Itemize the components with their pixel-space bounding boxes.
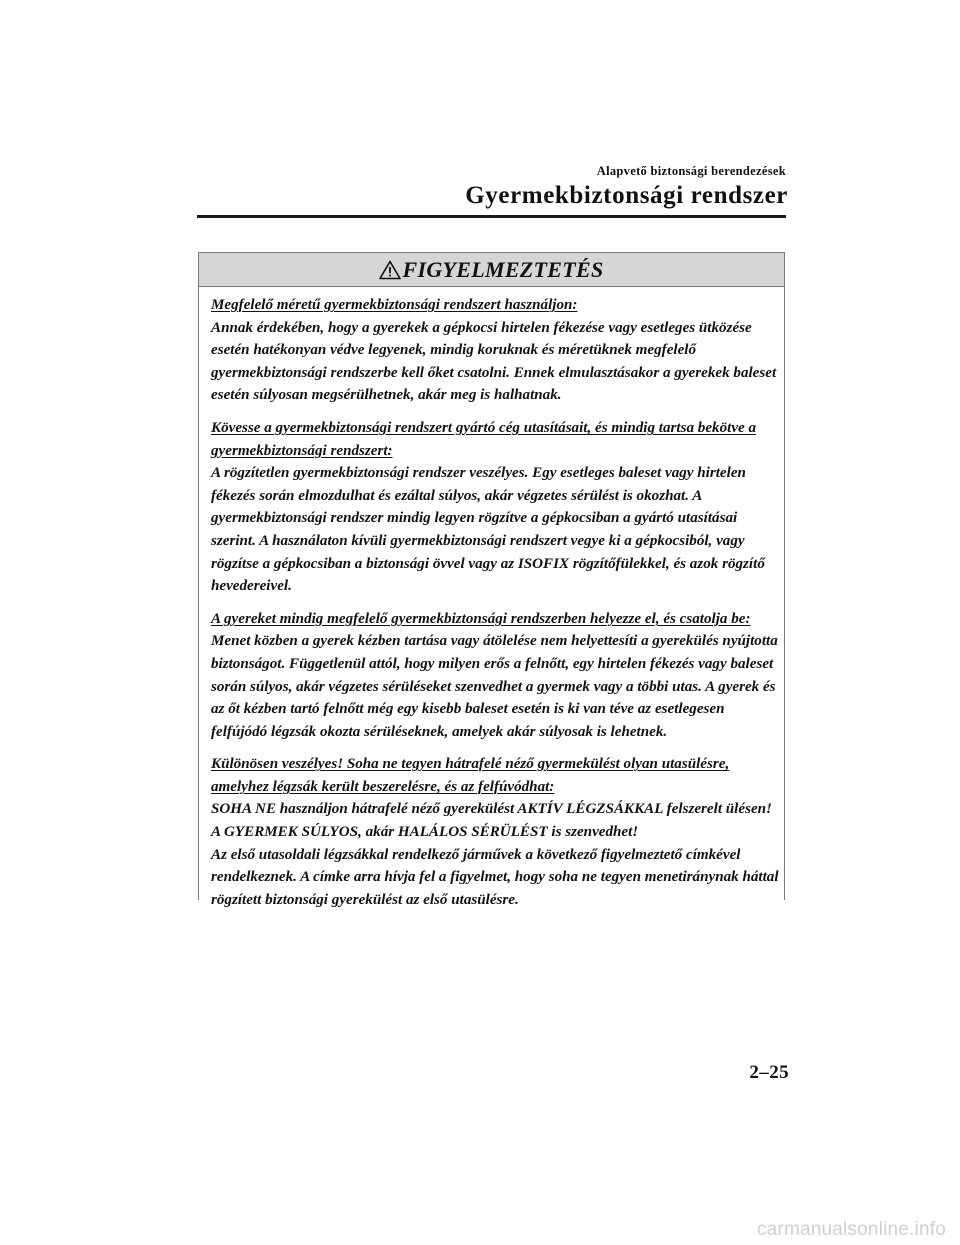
page-number: 2–25 [749, 1062, 789, 1083]
page-title: Gyermekbiztonsági rendszer [465, 182, 788, 209]
section-text: SOHA NE használjon hátrafelé néző gyerekülést AKTÍV LÉGZSÁKKAL felszerelt ülésen! A GYERMEK SÚLYOS, akár HALÁLOS SÉRÜLÉST is szenvedhet! [211, 801, 772, 841]
warning-title: FIGYELMEZTETÉS [402, 256, 604, 282]
warning-box [198, 252, 785, 908]
warning-triangle-icon [379, 260, 401, 280]
warning-section [211, 753, 783, 911]
section-text: A rögzítetlen gyermekbiztonsági rendszer veszélyes. Egy esetleges baleset vagy hirtelen fékezés során elmozdulhat és ezáltal súlyos, akár végzetes sérülést is okozhat. A gyermekbiztonsági rendszer mindig legyen rögzítve a gépkocsiban a gyártó utasításai szerint. A használaton kívüli gyermekbiztonsági rendszert vegye ki a gépkocsiból, vagy rögzítse a gépkocsiban a biztonsági övvel vagy az ISOFIX rögzítőfülekkel, és azok rögzítő hevedereivel. [211, 465, 765, 595]
header-divider [197, 215, 786, 218]
section-text: Menet közben a gyerek kézben tartása vagy átölelése nem helyettesíti a gyerekülés nyújtotta biztonságot. Függetlenül attól, hogy milyen erős a felnőtt, egy hirtelen fékezés vagy baleset során súlyos, akár végzetes sérüléseket szenvedhet a gyermek vagy a többi utas. A gyerek és az őt kézben tartó felnőtt még egy kisebb baleset esetén is ki van téve az esetlegesen felfújódó légzsák okozta sérüléseknek, amelyek akár súlyosak is lehetnek. [211, 633, 778, 740]
warning-section [211, 608, 783, 744]
warning-body [211, 294, 783, 921]
section-heading: Kövesse a gyermekbiztonsági rendszert gyártó cég utasításait, és mindig tartsa bekötve a gyermekbiztonsági rendszert: [211, 419, 757, 459]
warning-section [211, 417, 783, 598]
section-subtitle: Alapvető biztonsági berendezések [596, 164, 786, 178]
section-heading: Különösen veszélyes! Soha ne tegyen hátrafelé néző gyermekülést olyan utasülésre, amelyhez légzsák került beszerelésre, és az felfúvódhat: [211, 756, 730, 795]
warning-section [211, 294, 783, 407]
section-text-continued: Az első utasoldali légzsákkal rendelkező járművek a következő figyelmeztető címkével rendelkeznek. A címke arra hívja fel a figyelmet, hogy soha ne tegyen menetiránynak háttal rögzített biztonsági gyerekülést az első utasülésre. [211, 846, 779, 908]
section-text: Annak érdekében, hogy a gyerekek a gépkocsi hirtelen fékezése vagy esetleges ütközése esetén hatékonyan védve legyenek, mindig koruknak és méretüknek megfelelő gyermekbiztonsági rendszerbe kell őket csatolni. Ennek elmulasztásakor a gyerekek baleset esetén súlyosan megsérülhetnek, akár meg is halhatnak. [211, 319, 777, 404]
section-heading: A gyereket mindig megfelelő gyermekbiztonsági rendszerben helyezze el, és csatolja be: [211, 610, 751, 627]
warning-header [199, 252, 784, 287]
watermark: carmanualsonline.info [756, 1219, 946, 1240]
section-heading: Megfelelő méretű gyermekbiztonsági rendszert használjon: [211, 297, 578, 313]
